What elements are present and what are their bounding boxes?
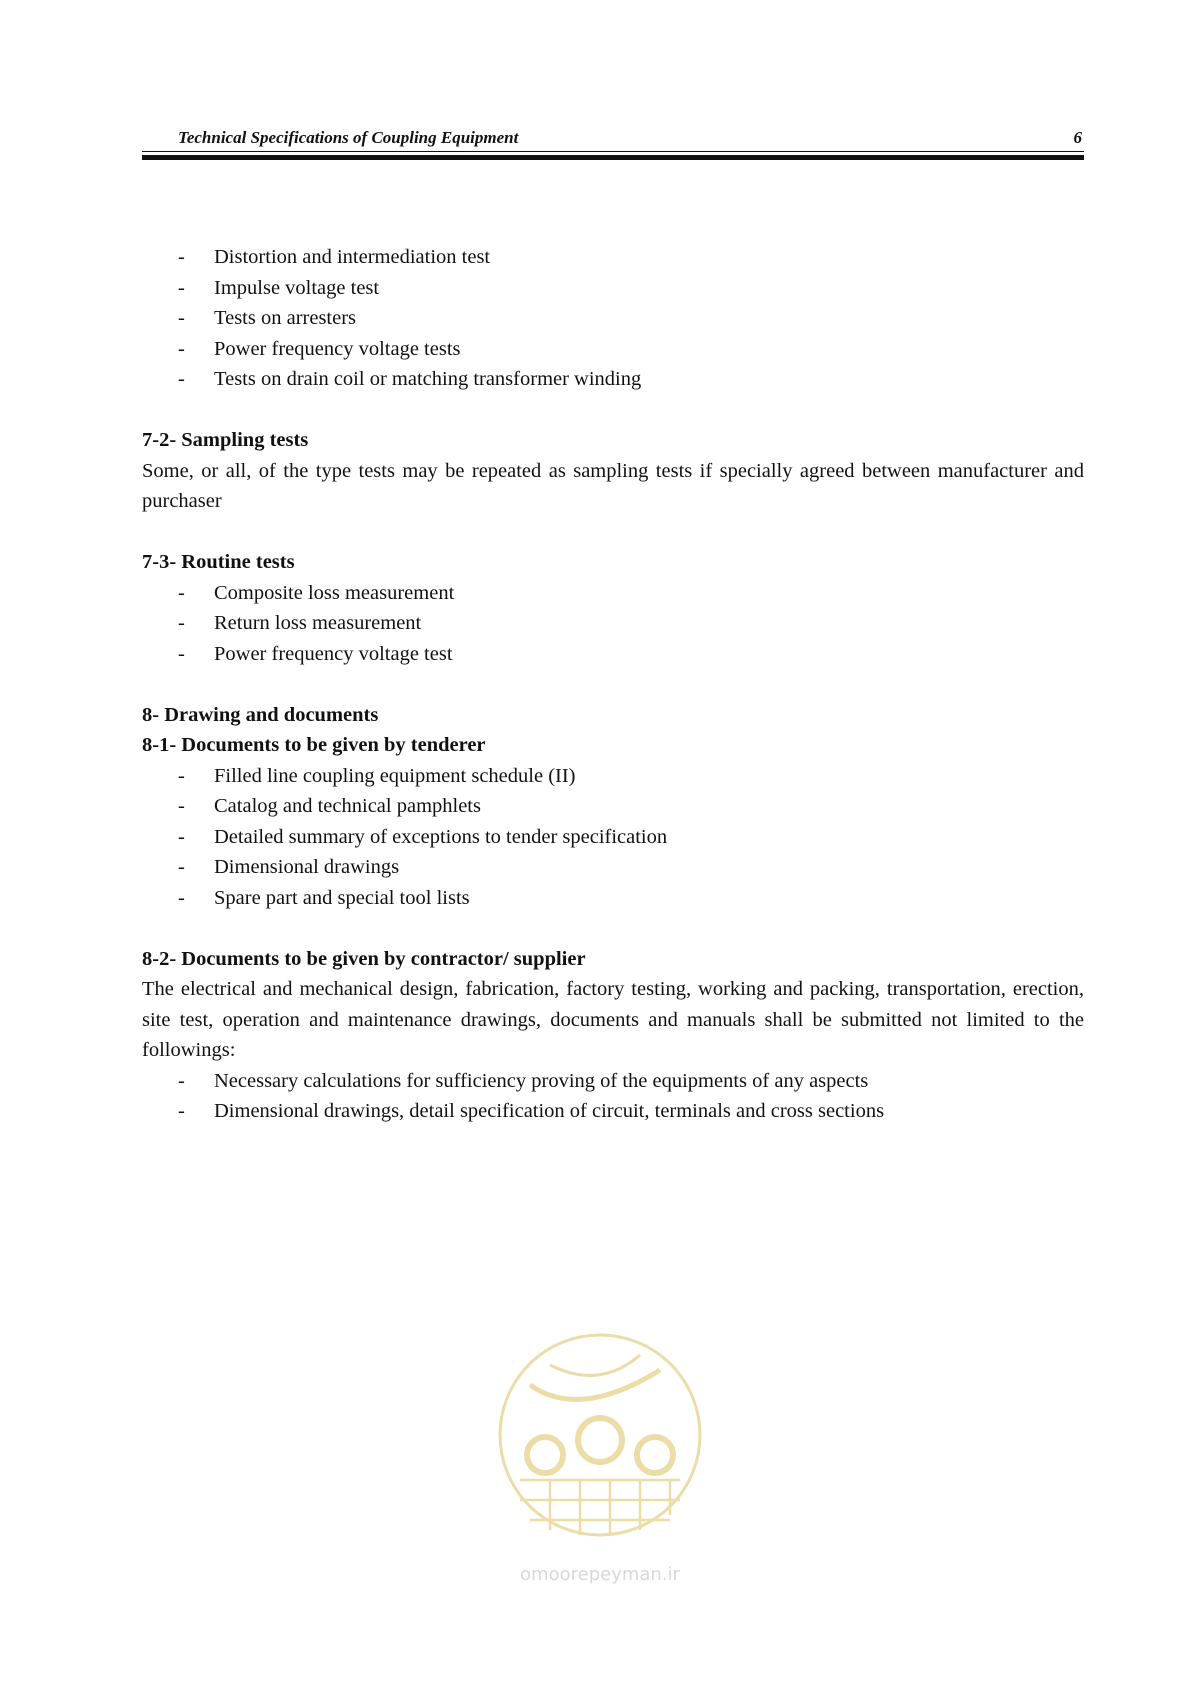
header-rule-thin [142,151,1084,152]
list-item: - Tests on drain coil or matching transformer winding [178,368,642,390]
section-heading-8-2: 8-2- Documents to be given by contractor/ supplier [142,947,586,970]
section-heading-7-2: 7-2- Sampling tests [142,429,309,451]
list-item: - Return loss measurement [178,612,422,634]
type-tests-list [142,242,1084,395]
page-content [142,242,1084,1127]
list-item: - Necessary calculations for sufficiency proving of the equipments of any aspects [178,1069,869,1092]
watermark-logo [490,1330,710,1590]
watermark-text: omoorepeyman.ir [520,1564,680,1585]
header-title: Technical Specifications of Coupling Equipment [178,128,519,147]
list-item: - Power frequency voltage tests [178,337,461,360]
section-heading-7-3: 7-3- Routine tests [142,551,295,573]
section-text-7-2: Some, or all, of the type tests may be repeated as sampling tests if specially agreed between manufacturer and purchaser [142,459,1084,512]
list-item: - Catalog and technical pamphlets [178,795,481,817]
routine-tests-list [142,578,1084,670]
list-item: - Power frequency voltage test [178,642,453,665]
section-heading-8-1: 8-1- Documents to be given by tenderer [142,734,486,756]
list-item: - Dimensional drawings, detail specification of circuit, terminals and cross sections [178,1100,885,1122]
list-item: - Composite loss measurement [178,581,455,604]
watermark-emblem-icon [490,1330,710,1590]
section-heading-8: 8- Drawing and documents [142,703,379,726]
list-item: - Detailed summary of exceptions to tender specification [178,825,668,848]
contractor-documents-list [142,1066,1084,1127]
list-item: - Impulse voltage test [178,276,380,299]
list-item: - Distortion and intermediation test [178,246,491,268]
list-item: - Spare part and special tool lists [178,886,470,909]
page-number: 6 [1073,128,1082,147]
page-header [142,128,1084,162]
tenderer-documents-list [142,761,1084,914]
list-item: - Tests on arresters [178,307,357,329]
list-item: - Dimensional drawings [178,856,400,878]
header-rule-thick [142,155,1084,160]
section-text-8-2: The electrical and mechanical design, fabrication, factory testing, working and packing, transportation, erection, site test, operation and maintenance drawings, documents and manuals shall be submitted not limited to the followings: [142,978,1084,1061]
list-item: - Filled line coupling equipment schedule (II) [178,764,576,787]
